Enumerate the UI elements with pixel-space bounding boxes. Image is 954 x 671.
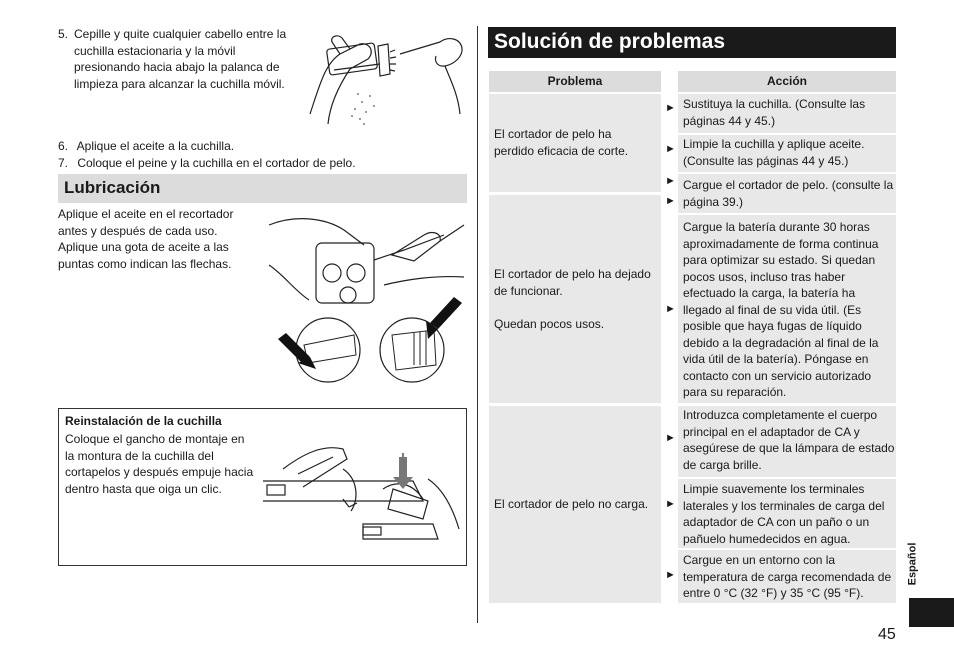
arrow-marker: ► (665, 143, 676, 155)
problem-cell (489, 94, 661, 192)
reinstall-heading: Reinstalación de la cuchilla (65, 414, 222, 428)
step-number: 5. (58, 27, 69, 41)
action-cell (678, 550, 896, 603)
action-text: Limpie suavemente los terminales laterales y los terminales de carga del adaptador de CA con un paño o un pañuelo humedecidos en agua. (683, 482, 885, 546)
step-text: Cepille y quite cualquier cabello entre la cuchilla estacionaria y la móvil presionando hacia abajo la palanca de limpieza para alcanzar la cuchilla móvil. (74, 27, 287, 91)
problem-text: El cortador de pelo ha dejado de funcionar. (494, 267, 651, 298)
column-divider (477, 26, 478, 623)
problem-text: El cortador de pelo no carga. (494, 497, 649, 511)
troubleshooting-title-bar (488, 27, 896, 58)
arrow-marker: ► (665, 175, 676, 187)
language-label: Español (906, 542, 919, 586)
step-text: Aplique el aceite a la cuchilla. (76, 139, 235, 153)
step-number: 6. (58, 139, 69, 153)
problem-cell (489, 406, 661, 603)
reinstall-text: Coloque el gancho de montaje en la montura de la cuchilla del cortapelos y después empuje hacia dentro hasta que oiga un clic. (65, 432, 254, 496)
step-7 (58, 155, 356, 172)
action-text: Cargue el cortador de pelo. (consulte la página 39.) (683, 178, 894, 209)
problem-extra-text: Quedan pocos usos. (494, 317, 605, 331)
step-6 (58, 138, 234, 155)
brush-cleaning-illustration (300, 24, 465, 134)
problem-column-header: Problema (489, 71, 661, 92)
arrow-marker: ► (665, 303, 676, 315)
action-text: Limpie la cuchilla y aplique aceite. (Consulte las páginas 44 y 45.) (683, 137, 865, 168)
reinstall-illustration (263, 429, 463, 561)
arrow-marker: ► (665, 432, 676, 444)
action-cell (678, 94, 896, 133)
arrow-marker: ► (665, 195, 676, 207)
lubrication-heading-bar (58, 174, 467, 203)
problem-cell (489, 195, 661, 403)
action-text: Sustituya la cuchilla. (Consulte las páginas 44 y 45.) (683, 97, 866, 128)
lubrication-heading: Lubricación (64, 178, 161, 197)
step-number: 7. (58, 156, 69, 170)
action-text: Cargue la batería durante 30 horas aproximadamente de forma continua para optimizar su estado. Si quedan pocos usos, incluso tras haber efectuado la carga, la batería ha llegado al final de su vida útil. (Es posible que haya fugas de líquido debido a la degradación al final de la vida útil de la batería). Póngase en contacto con un servicio autorizado para su reparación. (683, 220, 879, 399)
step-text: Coloque el peine y la cuchilla en el cortador de pelo. (77, 156, 356, 170)
page-number: 45 (878, 626, 896, 643)
troubleshooting-title: Solución de problemas (494, 30, 726, 53)
action-text: Introduzca completamente el cuerpo principal en el adaptador de CA y asegúrese de que la lámpara de estado de carga brille. (683, 408, 895, 472)
oiling-illustration (264, 205, 469, 397)
problem-text: El cortador de pelo ha perdido eficacia de corte. (494, 127, 629, 158)
action-cell (678, 479, 896, 548)
arrow-marker: ► (665, 569, 676, 581)
action-cell (678, 215, 896, 403)
action-cell (678, 174, 896, 213)
action-cell (678, 135, 896, 172)
step-5 (58, 26, 287, 91)
arrow-marker: ► (665, 498, 676, 510)
language-label-container (905, 540, 925, 592)
language-tab (909, 598, 954, 627)
reinstall-box (58, 408, 467, 566)
action-cell (678, 406, 896, 477)
arrow-marker: ► (665, 102, 676, 114)
action-column-header: Acción (678, 71, 896, 92)
lubrication-text: Aplique el aceite en el recortador antes y después de cada uso. Aplique una gota de aceite a las puntas como indican las flechas. (58, 207, 234, 271)
action-text: Cargue en un entorno con la temperatura de carga recomendada de entre 0 °C (32 °F) y 35 °C (95 °F). (683, 553, 892, 600)
